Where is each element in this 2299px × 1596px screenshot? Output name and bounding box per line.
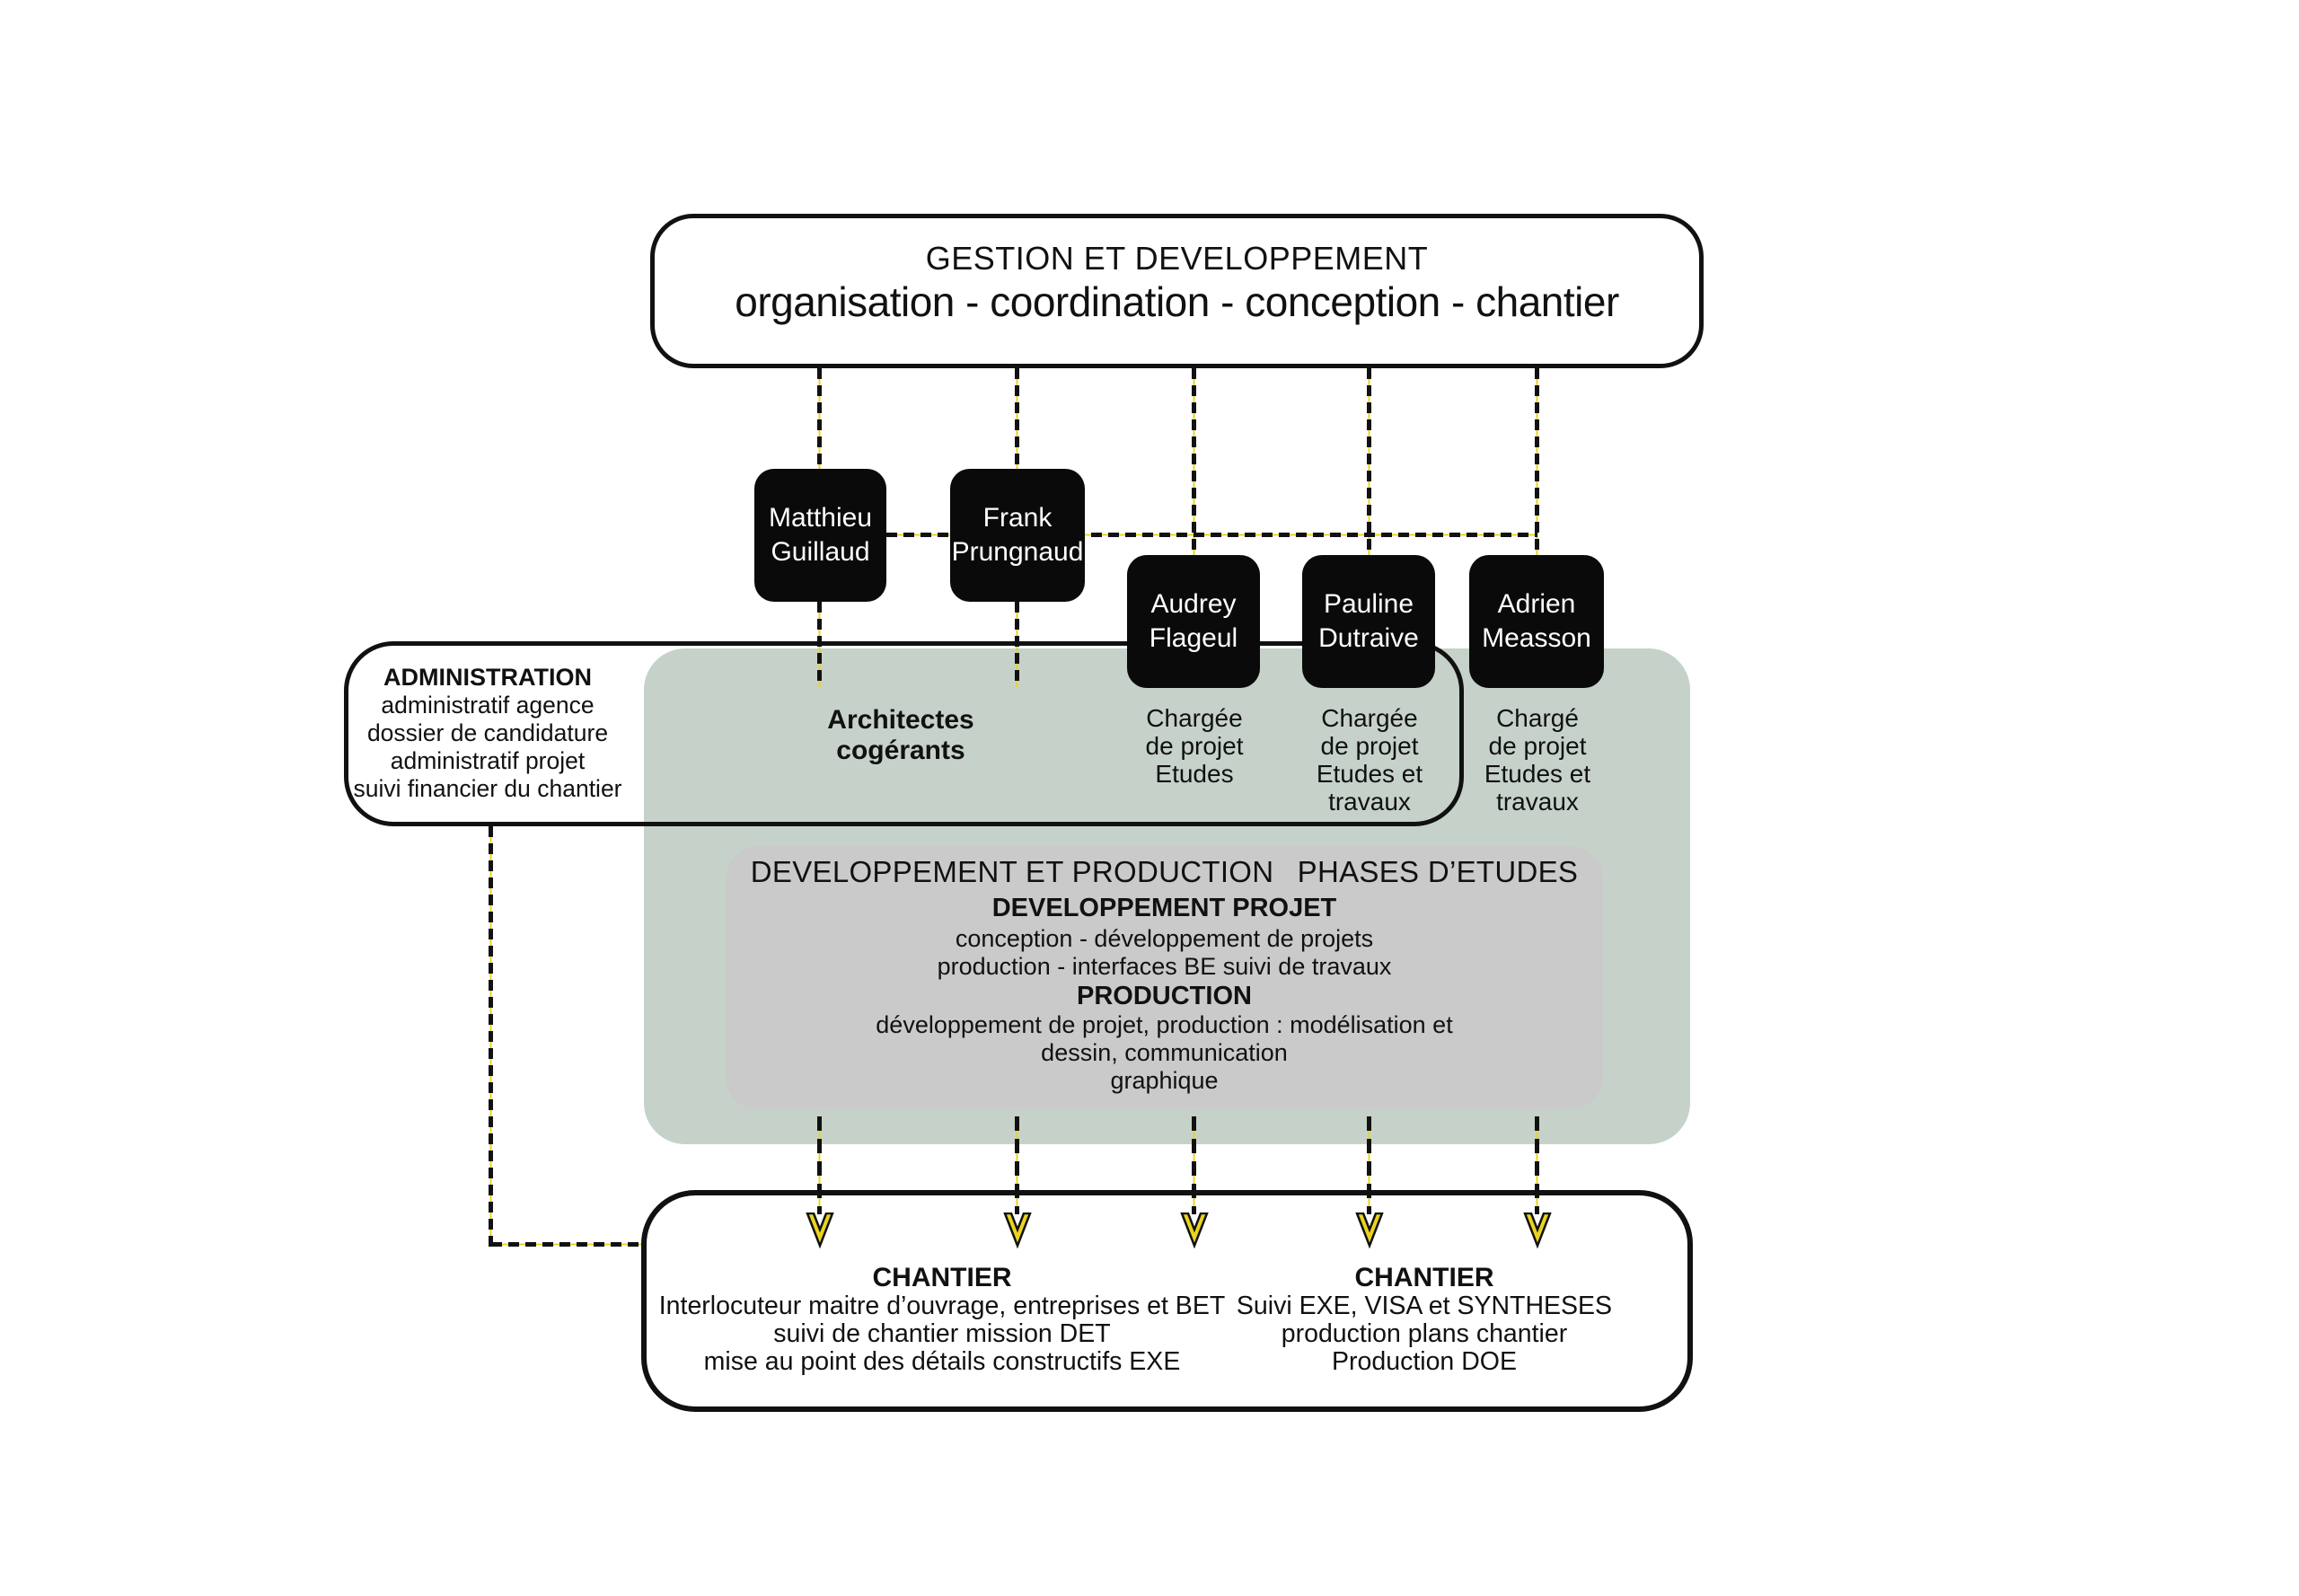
person-box-pauline-dutraive — [1302, 555, 1435, 688]
connector-frank-down — [1015, 602, 1019, 687]
dev-prod-title: DEVELOPPEMENT ET PRODUCTION PHASES D’ETUDES — [750, 855, 1579, 888]
administration-title: ADMINISTRATION — [383, 664, 592, 691]
person-last-name: Flageul — [1149, 623, 1238, 653]
chantier-left-line: Interlocuteur maitre d’ouvrage, entreprises et BET — [658, 1292, 1226, 1320]
arrow-down-icon — [806, 1212, 834, 1248]
role-line: travaux — [1328, 788, 1411, 816]
person-first-name: Adrien — [1497, 589, 1576, 619]
stem-chantier-4 — [1367, 1116, 1371, 1214]
dev-projet-line: conception - développement de projets — [955, 925, 1374, 952]
stem-chantier-5 — [1535, 1116, 1539, 1214]
production-title: PRODUCTION — [1077, 982, 1252, 1010]
person-last-name: Measson — [1482, 623, 1591, 653]
administration-text — [353, 663, 622, 803]
dev-projet-line: production - interfaces BE suivi de travaux — [937, 953, 1392, 980]
connector-top-adrien — [1535, 368, 1539, 555]
person-last-name: Prungnaud — [951, 537, 1084, 567]
person-last-name: Guillaud — [771, 537, 870, 567]
production-line: graphique — [1110, 1067, 1219, 1094]
chantier-left-line: mise au point des détails constructifs EXE — [703, 1347, 1181, 1376]
person-last-name: Dutraive — [1318, 623, 1419, 653]
developpement-projet-title: DEVELOPPEMENT PROJET — [991, 894, 1337, 922]
gestion-developpement-box — [650, 214, 1704, 368]
role-line: Chargé — [1496, 704, 1579, 732]
role-label-pauline — [1280, 704, 1459, 816]
arrow-down-icon — [1355, 1212, 1384, 1248]
role-label-audrey — [1105, 704, 1284, 788]
role-line: Etudes et — [1484, 760, 1591, 788]
gestion-title: GESTION ET DEVELOPPEMENT — [925, 240, 1429, 277]
connector-administration-down — [489, 826, 493, 1247]
developpement-production-box — [726, 846, 1603, 1109]
connector-top-matthieu — [817, 368, 822, 469]
stem-chantier-1 — [817, 1116, 822, 1214]
person-first-name: Audrey — [1150, 589, 1237, 619]
chantier-left-title: CHANTIER — [872, 1263, 1012, 1292]
administration-line: administratif projet — [390, 747, 586, 774]
production-line: développement de projet, production : modélisation et — [876, 1011, 1453, 1038]
role-line: de projet — [1145, 732, 1244, 760]
connector-top-pauline — [1367, 368, 1371, 555]
chantier-left-line: suivi de chantier mission DET — [773, 1319, 1111, 1348]
person-first-name: Pauline — [1323, 589, 1414, 619]
administration-line: dossier de candidature — [366, 719, 609, 746]
role-line: Etudes — [1155, 760, 1234, 788]
role-line: Chargée — [1321, 704, 1418, 732]
role-line: de projet — [1488, 732, 1587, 760]
stem-chantier-3 — [1192, 1116, 1196, 1214]
role-line: Etudes et — [1316, 760, 1423, 788]
production-line: dessin, communication — [1041, 1039, 1288, 1066]
person-box-matthieu-guillaud — [754, 469, 886, 602]
connector-top-frank — [1015, 368, 1019, 469]
person-box-frank-prungnaud — [950, 469, 1085, 602]
role-line: de projet — [1320, 732, 1419, 760]
gestion-subtitle: organisation - coordination - conception - chantier — [735, 278, 1619, 325]
chantier-right-title: CHANTIER — [1354, 1263, 1494, 1292]
role-line: Chargée — [1146, 704, 1243, 732]
role-label-adrien — [1448, 704, 1627, 816]
chantier-right-line: production plans chantier — [1281, 1319, 1568, 1348]
role-line: travaux — [1496, 788, 1579, 816]
connector-administration-right — [491, 1242, 641, 1247]
person-box-audrey-flageul — [1127, 555, 1260, 688]
arrow-down-icon — [1003, 1212, 1032, 1248]
administration-line: administratif agence — [381, 692, 595, 719]
chantier-right-block — [1200, 1263, 1649, 1376]
person-box-adrien-measson — [1469, 555, 1604, 688]
stem-chantier-2 — [1015, 1116, 1019, 1214]
architectes-cogerants-label: Architectes cogérants — [827, 705, 974, 765]
administration-line: suivi financier du chantier — [353, 775, 622, 802]
person-first-name: Matthieu — [768, 503, 873, 533]
connector-matthieu-down — [817, 602, 822, 687]
chantier-right-line: Production DOE — [1332, 1347, 1517, 1376]
person-first-name: Frank — [982, 503, 1053, 533]
arrow-down-icon — [1523, 1212, 1552, 1248]
chantier-right-line: Suivi EXE, VISA et SYNTHESES — [1236, 1292, 1613, 1320]
arrow-down-icon — [1180, 1212, 1209, 1248]
connector-top-audrey — [1192, 368, 1196, 555]
chantier-left-block — [646, 1263, 1238, 1376]
